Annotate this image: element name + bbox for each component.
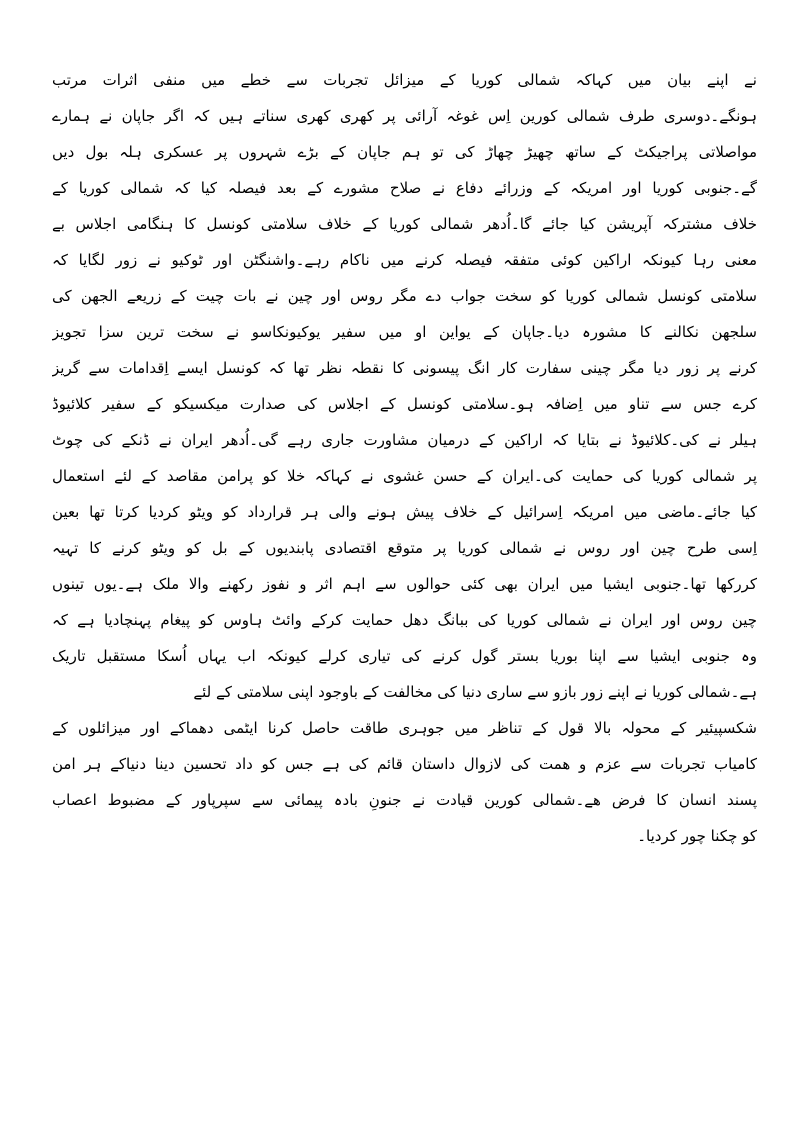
text-line: کو چکنا چور کردیا۔ xyxy=(637,827,757,845)
text-line: کرنے پر زور دیا مگر چینی سفارت کار انگ پیسونی کا نقطہ نظر تھا کہ کونسل ایسے اِقدامات سے گریز xyxy=(52,359,757,377)
text-line: کیا جائے۔ماضی میں امریکہ اِسرائیل کے خلاف پیش ہونے والی ہر قرارداد کو ویٹو کردیا کرتا تھا بعین xyxy=(52,503,757,521)
text-line: پر شمالی کوریا کی حمایت کی۔ایران کے حسن غشوی نے کہاکہ خلا کو پرامن مقاصد کے لئے استعمال xyxy=(52,467,757,485)
text-line: پسند انسان کا فرض ھے۔شمالی کورین قیادت نے جنونِ بادہ پیمائی سے سپرپاور کے مضبوط اعصاب xyxy=(52,791,757,809)
text-line: کرے جس سے تناو میں اِضافہ ہو۔سلامتی کونسل کے اجلاس کی صدارت میکسیکو کے سفیر کلائیوڈ xyxy=(52,395,757,413)
text-line: شکسپیئیر کے محولہ بالا قول کے تناظر میں جوہری طاقت حاصل کرنا ایٹمی دھماکے اور میزائلوں کے xyxy=(52,719,757,737)
text-line: گے۔جنوبی کوریا اور امریکہ کے وزرائے دفاع نے صلاح مشورے کے بعد فیصلہ کیا کہ شمالی کوریا کے xyxy=(52,179,757,197)
text-line: وہ جنوبی ایشیا سے اپنا بوریا بستر گول کرنے کی تیاری کرلے کیونکہ اب یہاں اُسکا مستقبل تاریک xyxy=(52,647,757,665)
text-line: کررکھا تھا۔جنوبی ایشیا میں ایران بھی کئی حوالوں سے اہم اثر و نفوز رکھنے والا ملک ہے۔یوں تینوں xyxy=(52,575,757,593)
article-body xyxy=(52,62,757,854)
text-line: خلاف مشترکہ آپریشن کیا جائے گا۔اُدھر شمالی کوریا کے خلاف سلامتی کونسل کا ہنگامی اجلاس بے xyxy=(52,215,757,233)
text-line: نے اپنے بیان میں کہاکہ شمالی کوریا کے میزائل تجربات سے خطے میں منفی اثرات مرتب xyxy=(52,71,757,89)
text-line: کامیاب تجربات سے عزم و ھمت کی لازوال داستان قائم کی ہے جس کو داد تحسین دینا دنیاکے ہر امن xyxy=(52,755,757,773)
text-line: مواصلاتی پراجیکٹ کے ساتھ چھیڑ چھاڑ کی تو ہم جاپان کے بڑے شہروں پر عسکری ہلہ بول دیں xyxy=(52,143,757,161)
text-line: چین روس اور ایران نے شمالی کوریا کی ببانگ دھل حمایت کرکے وائٹ ہاوس کو پیغام پہنچادیا ہے کہ xyxy=(52,611,757,629)
text-line: سلامتی کونسل شمالی کوریا کو سخت جواب دے مگر روس اور چین نے بات چیت کے زریعے الجھن کی xyxy=(52,287,757,305)
text-line: اِسی طرح چین اور روس نے شمالی کوریا پر متوقع اقتصادی پابندیوں کے بل کو ویٹو کرنے کا تہیہ xyxy=(52,539,757,557)
text-line: سلجھن نکالنے کا مشورہ دیا۔جاپان کے یواین او میں سفیر یوکیونکاسو نے سخت ترین سزا تجویز xyxy=(52,323,757,341)
text-line: ہونگے۔دوسری طرف شمالی کورین اِس غوغہ آرائی پر کھری کھری سناتے ہیں کہ اگر جاپان نے ہمارے xyxy=(52,107,757,125)
text-line: ہے۔شمالی کوریا نے اپنے زور بازو سے ساری دنیا کی مخالفت کے باوجود اپنی سلامتی کے لئے xyxy=(193,683,757,701)
text-line: ہیلر نے کی۔کلائیوڈ نے بتایا کہ اراکین کے درمیان مشاورت جاری رہے گی۔اُدھر ایران نے ڈنکے کی چوٹ xyxy=(52,431,757,449)
text-line: معنی رہا کیونکہ اراکین کوئی متفقہ فیصلہ کرنے میں ناکام رہے۔واشنگٹن اور ٹوکیو نے زور لگایا کہ xyxy=(52,251,757,269)
